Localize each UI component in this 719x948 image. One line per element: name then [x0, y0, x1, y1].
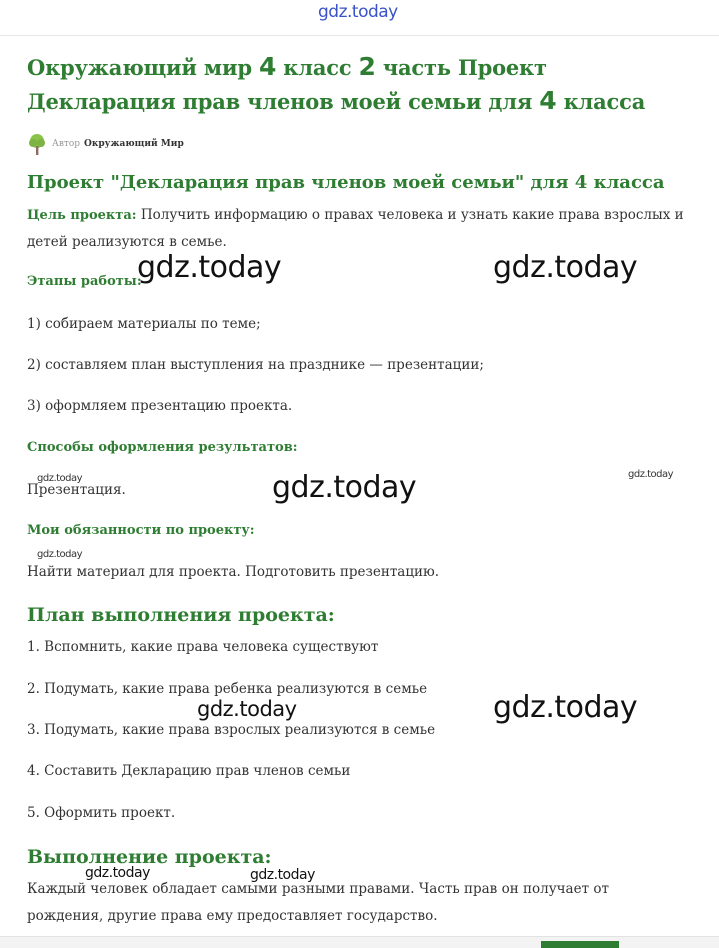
results-label: Способы оформления результатов:: [27, 440, 298, 455]
author-name[interactable]: Окружающий Мир: [84, 139, 184, 149]
plan-item: 5. Оформить проект.: [27, 805, 176, 821]
tree-icon: [27, 133, 47, 155]
stage-item: 3) оформляем презентацию проекта.: [27, 398, 293, 414]
results-text: Презентация.: [27, 482, 126, 498]
stage-item: 1) собираем материалы по теме;: [27, 316, 261, 332]
watermark: gdz.today: [493, 690, 638, 725]
plan-item: 2. Подумать, какие права ребенка реализуются в семье: [27, 681, 428, 697]
plan-item: 1. Вспомнить, какие права человека существуют: [27, 639, 379, 655]
watermark: gdz.today: [197, 697, 297, 721]
site-header: [0, 0, 719, 36]
author-label: Автор: [52, 139, 81, 149]
site-logo[interactable]: gdz.today: [318, 2, 398, 22]
goal-paragraph: [27, 202, 687, 256]
watermark: gdz.today: [250, 867, 315, 883]
article-title: Окружающий мир 4 класс 2 часть Проект Декларация прав членов моей семьи для 4 класса: [27, 52, 646, 115]
watermark: gdz.today: [272, 470, 417, 505]
project-heading: Проект "Декларация прав членов моей семьи" для 4 класса: [27, 172, 665, 193]
plan-heading: План выполнения проекта:: [27, 604, 335, 626]
stage-item: 2) составляем план выступления на празднике — презентации;: [27, 357, 484, 373]
execution-text: Каждый человек обладает самыми разными правами. Часть прав он получает от рождения, другие права ему предоставляет государство.: [27, 881, 609, 924]
watermark: gdz.today: [137, 250, 282, 285]
duties-text: Найти материал для проекта. Подготовить презентацию.: [27, 564, 440, 580]
goal-label: Цель проекта:: [27, 208, 137, 223]
author-info: [27, 132, 184, 156]
goal-text: Получить информацию о правах человека и узнать какие права взрослых и детей реализуются в семье.: [27, 207, 684, 250]
plan-item: 3. Подумать, какие права взрослых реализуются в семье: [27, 722, 436, 738]
footer-accent-button[interactable]: [541, 941, 619, 948]
watermark: gdz.today: [493, 250, 638, 285]
execution-heading: Выполнение проекта:: [27, 846, 272, 868]
watermark: gdz.today: [37, 473, 83, 484]
plan-item: 4. Составить Декларацию прав членов семьи: [27, 763, 351, 779]
watermark: gdz.today: [37, 549, 83, 560]
watermark: gdz.today: [628, 469, 674, 480]
duties-label: Мои обязанности по проекту:: [27, 523, 255, 538]
watermark: gdz.today: [85, 865, 150, 881]
stages-label: Этапы работы:: [27, 274, 142, 289]
